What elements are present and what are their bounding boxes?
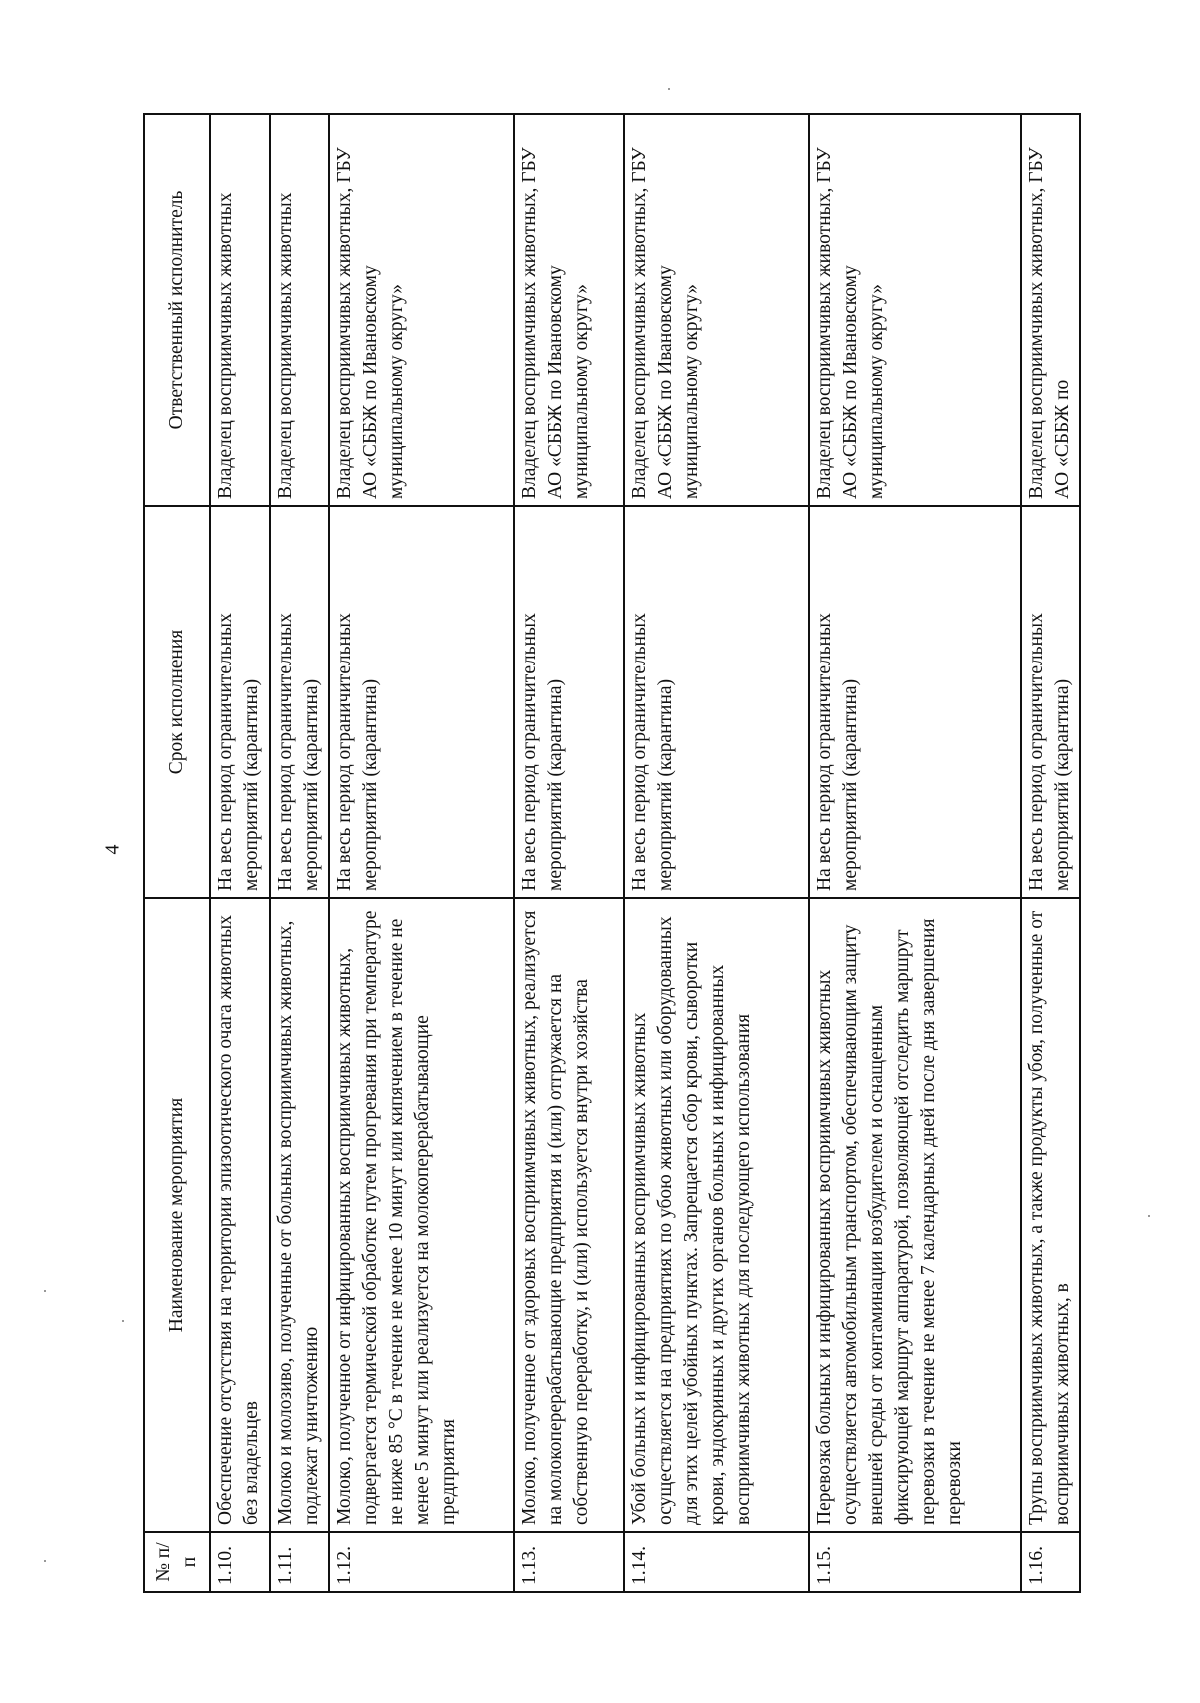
scan-speck [1148, 1215, 1150, 1217]
rotated-table-sheet [143, 115, 1100, 1593]
row-number: 1.14. [624, 1532, 809, 1592]
row-responsible: Владелец восприимчивых животных, ГБУ АО «СББЖ по [1021, 114, 1080, 506]
table-row [624, 114, 809, 1592]
row-term: На весь период ограничительных мероприятий (карантина) [329, 506, 514, 898]
row-measure-name: Молоко, полученное от здоровых восприимчивых животных, реализуется на молокоперерабатывающие предприятия и (или) отгружается на собственную переработку, и (или) используется внутри хозяйства [514, 898, 624, 1532]
header-responsible: Ответственный исполнитель [144, 114, 210, 506]
row-responsible: Владелец восприимчивых животных, ГБУ АО «СББЖ по Ивановскому муниципальному округу» [514, 114, 624, 506]
table-row [270, 114, 329, 1592]
row-term: На весь период ограничительных мероприятий (карантина) [210, 506, 270, 898]
header-number: № п/п [144, 1532, 210, 1592]
row-term: На весь период ограничительных мероприятий (карантина) [809, 506, 1021, 898]
row-measure-name: Перевозка больных и инфицированных восприимчивых животных осуществляется автомобильным транспортом, обеспечивающим защиту внешней среды от контаминации возбудителем и оснащенным фиксирующей маршрут аппаратурой, позволяющей отследить маршрут перевозки в течение не менее 7 календарных дней после дня завершения перевозки [809, 898, 1021, 1532]
header-term: Срок исполнения [144, 506, 210, 898]
row-responsible: Владелец восприимчивых животных, ГБУ АО «СББЖ по Ивановскому муниципальному округу» [329, 114, 514, 506]
scan-speck [44, 1290, 46, 1292]
table-header-row [144, 114, 210, 1592]
row-term: На весь период ограничительных мероприятий (карантина) [270, 506, 329, 898]
row-measure-name: Молоко, полученное от инфицированных восприимчивых животных, подвергается термической обработке путем прогревания при температуре не ниже 85 °С в течение не менее 10 минут или кипячением в течение не менее 5 минут или реализуется на молокоперерабатывающие предприятия [329, 898, 514, 1532]
scan-speck [668, 88, 670, 90]
row-term: На весь период ограничительных мероприятий (карантина) [514, 506, 624, 898]
page-number: 4 [101, 844, 124, 855]
row-responsible: Владелец восприимчивых животных, ГБУ АО «СББЖ по Ивановскому муниципальному округу» [809, 114, 1021, 506]
row-measure-name: Трупы восприимчивых животных, а также продукты убоя, полученные от восприимчивых животных, в [1021, 898, 1080, 1532]
row-measure-name: Убой больных и инфицированных восприимчивых животных осуществляется на предприятиях по убою животных или оборудованных для этих целей убойных пунктах. Запрещается сбор крови, сыворотки крови, эндокринных и других органов больных и инфицированных восприимчивых животных для последующего использования [624, 898, 809, 1532]
row-responsible: Владелец восприимчивых животных [270, 114, 329, 506]
row-responsible: Владелец восприимчивых животных [210, 114, 270, 506]
scan-speck [122, 1320, 124, 1322]
table-row [809, 114, 1021, 1592]
table-row [1021, 114, 1080, 1592]
row-number: 1.11. [270, 1532, 329, 1592]
row-measure-name: Молоко и молозиво, полученные от больных восприимчивых животных, подлежат уничтожению [270, 898, 329, 1532]
row-term: На весь период ограничительных мероприятий (карантина) [624, 506, 809, 898]
row-term: На весь период ограничительных мероприятий (карантина) [1021, 506, 1080, 898]
row-number: 1.13. [514, 1532, 624, 1592]
row-responsible: Владелец восприимчивых животных, ГБУ АО «СББЖ по Ивановскому муниципальному округу» [624, 114, 809, 506]
row-measure-name: Обеспечение отсутствия на территории эпизоотического очага животных без владельцев [210, 898, 270, 1532]
table-row [514, 114, 624, 1592]
row-number: 1.16. [1021, 1532, 1080, 1592]
row-number: 1.10. [210, 1532, 270, 1592]
header-measure-name: Наименование мероприятия [144, 898, 210, 1532]
table-row [329, 114, 514, 1592]
row-number: 1.12. [329, 1532, 514, 1592]
scan-speck [44, 1560, 46, 1562]
table-row [210, 114, 270, 1592]
measures-table [143, 113, 1081, 1593]
row-number: 1.15. [809, 1532, 1021, 1592]
